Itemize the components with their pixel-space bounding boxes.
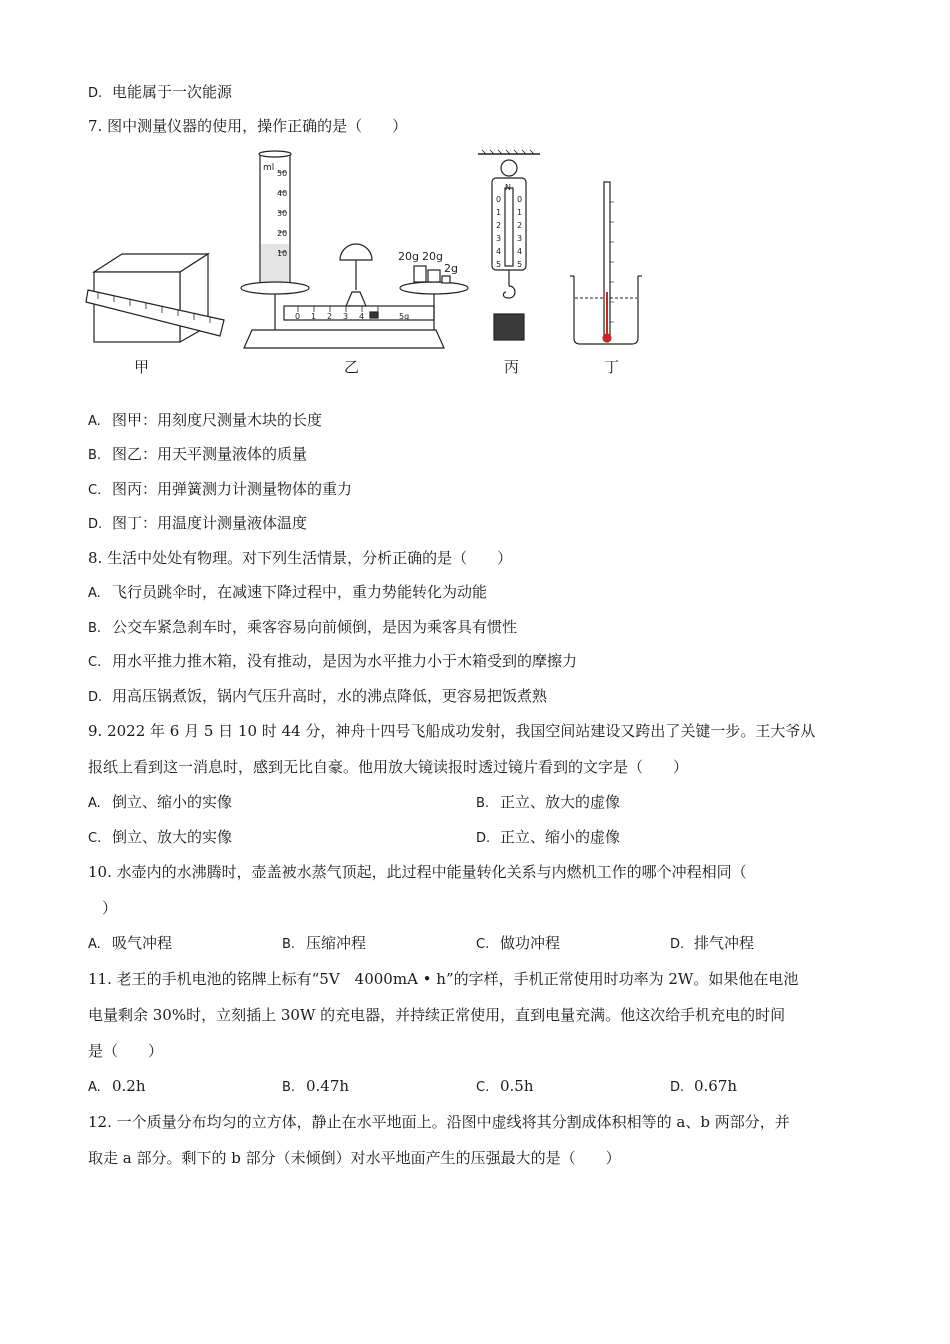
- q7-stem: 7. 图中测量仪器的使用，操作正确的是（ ）: [88, 117, 408, 135]
- option-letter: B.: [88, 621, 102, 636]
- option-letter: D.: [88, 517, 103, 532]
- q12-stem-line1: 12. 一个质量分布均匀的立方体，静止在水平地面上。沿图中虚线将其分割成体积相等的 a、b 两部分，并: [88, 1113, 790, 1131]
- option-letter: C.: [88, 483, 102, 498]
- option-text: 排气冲程: [694, 934, 755, 952]
- option-letter: B.: [476, 796, 490, 811]
- option-text: 0.5h: [500, 1077, 534, 1095]
- q8-stem: 8. 生活中处处有物理。对下列生活情景，分析正确的是（ ）: [88, 549, 513, 567]
- option-letter: C.: [476, 1080, 490, 1095]
- option-text: 压缩冲程: [306, 934, 367, 952]
- scale-tick: 2: [496, 221, 502, 230]
- option-letter: D.: [670, 1080, 685, 1095]
- beam-tick: 2: [327, 312, 333, 321]
- scale-unit: N: [505, 183, 511, 192]
- scale-tick: 5: [517, 260, 523, 269]
- q10-stem-line2: ）: [102, 899, 118, 917]
- option-letter: A.: [88, 1080, 101, 1095]
- option-letter: D.: [88, 690, 103, 705]
- q7-option-c: [88, 479, 352, 501]
- q11-stem-line3: 是（ ）: [88, 1042, 164, 1060]
- q10-option-a: [88, 933, 172, 955]
- cylinder-tick: 20: [277, 229, 288, 238]
- scale-tick: 4: [496, 247, 502, 256]
- scale-tick: 1: [496, 208, 502, 217]
- q8-option-c: [88, 651, 577, 673]
- q7-option-a: [88, 410, 322, 432]
- option-text: 图丁：用温度计测量液体温度: [112, 514, 308, 532]
- option-text: 公交车紧急刹车时，乘客容易向前倾倒，是因为乘客具有惯性: [112, 618, 518, 636]
- beam-tick: 1: [311, 312, 317, 321]
- q9-stem-line1: 9. 2022 年 6 月 5 日 10 时 44 分，神舟十四号飞船成功发射，我国空间站建设又跨出了关键一步。王大爷从: [88, 722, 816, 740]
- scale-tick: 3: [517, 234, 523, 243]
- option-text: 用水平推力推木箱，没有推动，是因为水平推力小于木箱受到的摩擦力: [112, 652, 578, 670]
- scale-tick: 1: [517, 208, 523, 217]
- option-letter: D.: [670, 937, 685, 952]
- q7-option-d: [88, 513, 307, 535]
- q8-option-a: [88, 582, 487, 604]
- scale-tick: 4: [517, 247, 523, 256]
- option-letter: D.: [476, 831, 491, 846]
- figure-label-yi: 乙: [344, 358, 360, 376]
- weight-label: 20g: [398, 250, 419, 263]
- option-text: 用高压锅煮饭，锅内气压升高时，水的沸点降低，更容易把饭煮熟: [112, 687, 548, 705]
- thermometer-in-beaker: [570, 182, 642, 344]
- cylinder-tick: 30: [277, 209, 288, 218]
- q10-option-c: [476, 933, 560, 955]
- option-letter: A.: [88, 796, 101, 811]
- option-text: 飞行员跳伞时，在减速下降过程中，重力势能转化为动能: [112, 583, 488, 601]
- block-with-ruler: [86, 254, 224, 342]
- beam-tick: 4: [359, 312, 365, 321]
- q9-option-a: [88, 792, 232, 814]
- q11-option-d: [670, 1076, 737, 1098]
- option-text: 倒立、放大的实像: [112, 828, 233, 846]
- q11-option-c: [476, 1076, 534, 1098]
- q10-stem-line1: 10. 水壶内的水沸腾时，壶盖被水蒸气顶起，此过程中能量转化关系与内燃机工作的哪个冲程相同（: [88, 863, 747, 881]
- measuring-instruments-illustration: [84, 142, 744, 382]
- option-letter: A.: [88, 414, 101, 429]
- scale-tick: 5: [496, 260, 502, 269]
- q11-stem-line1: 11. 老王的手机电池的铭牌上标有“5V 4000mA • h”的字样，手机正常使用时功率为 2W。如果他在电池: [88, 970, 799, 988]
- option-letter: B.: [88, 448, 102, 463]
- beam-tick: 3: [343, 312, 349, 321]
- q11-stem-line2: 电量剩余 30%时，立刻插上 30W 的充电器，并持续正常使用，直到电量充满。他这次给手机充电的时间: [88, 1006, 786, 1024]
- cylinder-tick: 50: [277, 169, 288, 178]
- weight-label: 2g: [444, 262, 458, 275]
- option-text: 图甲：用刻度尺测量木块的长度: [112, 411, 323, 429]
- q6-option-d: [88, 82, 232, 104]
- scale-tick: 0: [496, 195, 502, 204]
- q10-option-d: [670, 933, 754, 955]
- weight-label: 20g: [422, 250, 443, 263]
- cylinder-tick: 10: [277, 249, 288, 258]
- beam-tick: 0: [295, 312, 301, 321]
- option-text: 正立、缩小的虚像: [500, 828, 621, 846]
- option-text: 0.47h: [306, 1077, 350, 1095]
- scale-tick: 2: [517, 221, 523, 230]
- option-letter: A.: [88, 586, 101, 601]
- option-letter: C.: [476, 937, 490, 952]
- figure-label-bing: 丙: [504, 358, 520, 376]
- option-text: 电能属于一次能源: [112, 83, 233, 101]
- option-letter: B.: [282, 1080, 296, 1095]
- option-letter: D.: [88, 86, 103, 101]
- cylinder-tick: 40: [277, 189, 288, 198]
- option-text: 正立、放大的虚像: [500, 793, 621, 811]
- scale-tick: 0: [517, 195, 523, 204]
- option-text: 做功冲程: [500, 934, 561, 952]
- figure-label-jia: 甲: [134, 358, 150, 376]
- q10-option-b: [282, 933, 366, 955]
- q8-option-b: [88, 617, 517, 639]
- option-letter: C.: [88, 655, 102, 670]
- option-text: 图丙：用弹簧测力计测量物体的重力: [112, 480, 353, 498]
- option-letter: A.: [88, 937, 101, 952]
- figure-label-ding: 丁: [604, 358, 620, 376]
- q12-stem-line2: 取走 a 部分。剩下的 b 部分（未倾倒）对水平地面产生的压强最大的是（ ）: [88, 1149, 621, 1167]
- q7-figure: [84, 142, 744, 382]
- q11-option-b: [282, 1076, 349, 1098]
- q7-option-b: [88, 444, 307, 466]
- option-text: 倒立、缩小的实像: [112, 793, 233, 811]
- option-letter: C.: [88, 831, 102, 846]
- option-text: 吸气冲程: [112, 934, 173, 952]
- q9-option-b: [476, 792, 620, 814]
- cylinder-unit: ml: [263, 163, 275, 173]
- option-text: 图乙：用天平测量液体的质量: [112, 445, 308, 463]
- q9-stem-line2: 报纸上看到这一消息时，感到无比自豪。他用放大镜读报时透过镜片看到的文字是（ ）: [88, 758, 689, 776]
- scale-tick: 3: [496, 234, 502, 243]
- spring-scale: [478, 150, 540, 340]
- option-text: 0.2h: [112, 1077, 146, 1095]
- q9-option-c: [88, 827, 232, 849]
- option-text: 0.67h: [694, 1077, 738, 1095]
- q8-option-d: [88, 686, 547, 708]
- beam-tick: 5g: [399, 312, 410, 321]
- q11-option-a: [88, 1076, 146, 1098]
- option-letter: B.: [282, 937, 296, 952]
- q9-option-d: [476, 827, 620, 849]
